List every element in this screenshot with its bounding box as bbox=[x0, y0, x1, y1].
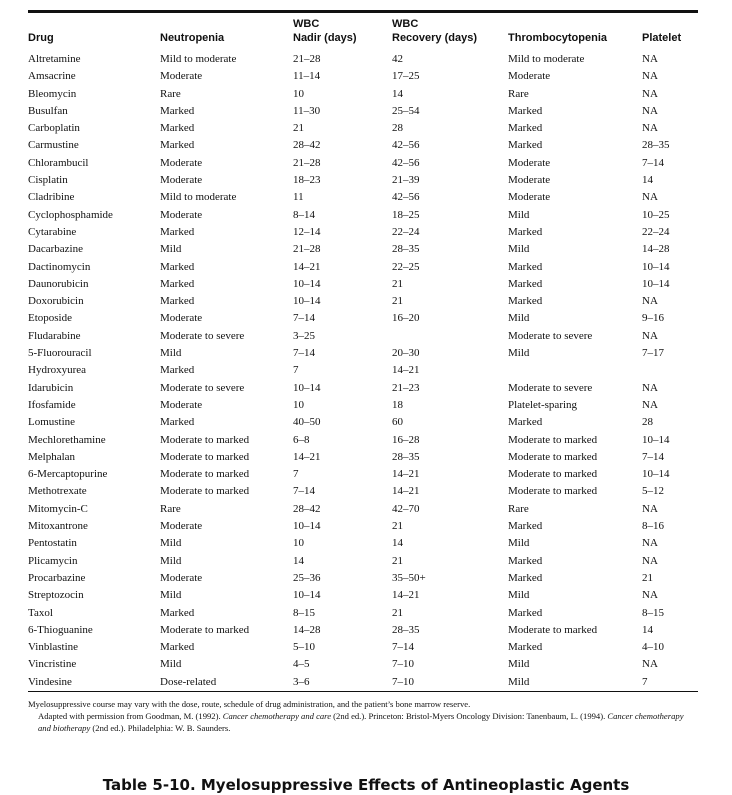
footnote bbox=[28, 698, 698, 734]
table-row bbox=[28, 622, 698, 639]
table-row bbox=[28, 207, 698, 224]
cell-platelet: NA bbox=[642, 554, 658, 567]
table-row bbox=[28, 674, 698, 691]
cell-drug: Carboplatin bbox=[28, 122, 80, 135]
cell-neutropenia: Marked bbox=[160, 641, 195, 654]
table-row bbox=[28, 120, 698, 137]
cell-wbc-recovery bbox=[392, 328, 508, 345]
cell-neutropenia: Moderate to marked bbox=[160, 433, 250, 446]
cell-thrombocytopenia: Moderate bbox=[508, 156, 551, 169]
cell-platelet: 8–15 bbox=[642, 606, 664, 619]
table-row bbox=[28, 605, 698, 622]
cell-wbc-recovery: 28–35 bbox=[392, 623, 420, 636]
table-row bbox=[28, 137, 698, 154]
cell-thrombocytopenia: Marked bbox=[508, 277, 543, 290]
cell-drug: Dactinomycin bbox=[28, 260, 91, 273]
table-row bbox=[28, 570, 698, 587]
cell-thrombocytopenia: Marked bbox=[508, 641, 543, 654]
cell-wbc-nadir: 10–14 bbox=[293, 295, 321, 308]
cell-wbc-recovery: 14 bbox=[392, 87, 403, 100]
cell-platelet bbox=[642, 362, 698, 379]
cell-wbc-recovery: 42–56 bbox=[392, 156, 420, 169]
cell-drug: Carmustine bbox=[28, 139, 79, 152]
cell-wbc-recovery: 60 bbox=[392, 416, 403, 429]
table-figure bbox=[28, 10, 698, 734]
cell-drug: Busulfan bbox=[28, 104, 68, 117]
cell-platelet: 7–17 bbox=[642, 347, 664, 360]
cell-thrombocytopenia: Rare bbox=[508, 87, 529, 100]
cell-drug: Cladribine bbox=[28, 191, 75, 204]
citation-title-1: Cancer chemotherapy and care bbox=[222, 710, 332, 721]
citation-prefix: Adapted with permission from Goodman, M. (1992). bbox=[38, 710, 223, 721]
cell-wbc-nadir: 7 bbox=[293, 364, 299, 377]
cell-drug: 6-Thioguanine bbox=[28, 623, 93, 636]
cell-thrombocytopenia: Mild bbox=[508, 312, 530, 325]
cell-drug: Streptozocin bbox=[28, 589, 84, 602]
cell-thrombocytopenia: Marked bbox=[508, 606, 543, 619]
cell-wbc-recovery: 14–21 bbox=[392, 468, 420, 481]
cell-thrombocytopenia: Moderate to marked bbox=[508, 433, 598, 446]
cell-neutropenia: Mild bbox=[160, 243, 182, 256]
cell-drug: Lomustine bbox=[28, 416, 76, 429]
cell-neutropenia: Mild bbox=[160, 347, 182, 360]
cell-drug: Chlorambucil bbox=[28, 156, 89, 169]
cell-thrombocytopenia: Marked bbox=[508, 139, 543, 152]
cell-wbc-nadir: 3–6 bbox=[293, 675, 310, 688]
cell-wbc-nadir: 10–14 bbox=[293, 381, 321, 394]
cell-platelet: 4–10 bbox=[642, 641, 664, 654]
table-row bbox=[28, 276, 698, 293]
cell-wbc-nadir: 11–30 bbox=[293, 104, 321, 117]
cell-wbc-nadir: 3–25 bbox=[293, 329, 315, 342]
cell-wbc-recovery: 7–14 bbox=[392, 641, 414, 654]
cell-neutropenia: Moderate to marked bbox=[160, 468, 250, 481]
table-row bbox=[28, 414, 698, 431]
cell-thrombocytopenia: Moderate to marked bbox=[508, 485, 598, 498]
table-row bbox=[28, 501, 698, 518]
cell-wbc-recovery: 21 bbox=[392, 606, 403, 619]
header-drug: Drug bbox=[28, 32, 54, 44]
cell-platelet: 21 bbox=[642, 571, 653, 584]
cell-wbc-nadir: 14–21 bbox=[293, 260, 321, 273]
table-row bbox=[28, 155, 698, 172]
cell-drug: Pentostatin bbox=[28, 537, 77, 550]
cell-platelet: NA bbox=[642, 502, 658, 515]
cell-platelet: NA bbox=[642, 122, 658, 135]
cell-thrombocytopenia: Marked bbox=[508, 122, 543, 135]
cell-platelet: 28–35 bbox=[642, 139, 670, 152]
cell-platelet: NA bbox=[642, 589, 658, 602]
cell-thrombocytopenia: Marked bbox=[508, 104, 543, 117]
cell-wbc-nadir: 21–28 bbox=[293, 156, 321, 169]
cell-wbc-nadir: 7–14 bbox=[293, 485, 315, 498]
cell-neutropenia: Marked bbox=[160, 122, 195, 135]
cell-thrombocytopenia: Moderate to marked bbox=[508, 623, 598, 636]
cell-platelet: 28 bbox=[642, 416, 653, 429]
cell-drug: Etoposide bbox=[28, 312, 72, 325]
cell-thrombocytopenia: Marked bbox=[508, 225, 543, 238]
cell-wbc-recovery: 21 bbox=[392, 554, 403, 567]
cell-drug: 6-Mercaptopurine bbox=[28, 468, 108, 481]
table-row bbox=[28, 380, 698, 397]
cell-drug: Bleomycin bbox=[28, 87, 77, 100]
cell-platelet: 14 bbox=[642, 174, 653, 187]
cell-neutropenia: Marked bbox=[160, 416, 195, 429]
cell-wbc-nadir: 25–36 bbox=[293, 571, 321, 584]
cell-wbc-nadir: 14–28 bbox=[293, 623, 321, 636]
cell-thrombocytopenia: Mild bbox=[508, 208, 530, 221]
table-row bbox=[28, 518, 698, 535]
cell-wbc-recovery: 21–39 bbox=[392, 174, 420, 187]
cell-neutropenia: Moderate bbox=[160, 571, 203, 584]
cell-platelet: NA bbox=[642, 658, 658, 671]
table-row bbox=[28, 553, 698, 570]
cell-wbc-recovery: 42 bbox=[392, 53, 403, 65]
cell-neutropenia: Mild bbox=[160, 589, 182, 602]
cell-thrombocytopenia: Marked bbox=[508, 554, 543, 567]
cell-wbc-recovery: 18–25 bbox=[392, 208, 420, 221]
footnote-citation bbox=[28, 710, 698, 734]
cell-drug: Daunorubicin bbox=[28, 277, 89, 290]
cell-drug: Vinblastine bbox=[28, 641, 79, 654]
cell-wbc-nadir: 28–42 bbox=[293, 139, 321, 152]
table-caption: Table 5-10. Myelosuppressive Effects of Antineoplastic Agents bbox=[102, 776, 630, 794]
cell-platelet: 8–16 bbox=[642, 520, 664, 533]
cell-wbc-recovery: 14–21 bbox=[392, 589, 420, 602]
cell-platelet: NA bbox=[642, 87, 658, 100]
cell-wbc-nadir: 11–14 bbox=[293, 70, 321, 83]
cell-neutropenia: Dose-related bbox=[160, 675, 217, 688]
cell-drug: Doxorubicin bbox=[28, 295, 84, 308]
cell-neutropenia: Moderate to marked bbox=[160, 623, 250, 636]
table-row bbox=[28, 432, 698, 449]
cell-wbc-nadir: 21–28 bbox=[293, 243, 321, 256]
cell-wbc-nadir: 12–14 bbox=[293, 225, 321, 238]
cell-wbc-nadir: 11 bbox=[293, 191, 304, 204]
cell-wbc-nadir: 10 bbox=[293, 87, 304, 100]
cell-neutropenia: Marked bbox=[160, 295, 195, 308]
table-row bbox=[28, 397, 698, 414]
cell-wbc-nadir: 7 bbox=[293, 468, 299, 481]
cell-platelet: 10–14 bbox=[642, 433, 670, 446]
cell-wbc-recovery: 18 bbox=[392, 398, 403, 411]
cell-drug: 5-Fluorouracil bbox=[28, 347, 92, 360]
cell-thrombocytopenia: Moderate to marked bbox=[508, 468, 598, 481]
cell-wbc-recovery: 7–10 bbox=[392, 658, 414, 671]
table-row bbox=[28, 362, 698, 379]
cell-wbc-nadir: 10–14 bbox=[293, 277, 321, 290]
cell-neutropenia: Marked bbox=[160, 139, 195, 152]
cell-neutropenia: Moderate bbox=[160, 174, 203, 187]
cell-thrombocytopenia: Moderate bbox=[508, 191, 551, 204]
cell-platelet: NA bbox=[642, 381, 658, 394]
cell-wbc-nadir: 7–14 bbox=[293, 347, 315, 360]
cell-thrombocytopenia: Mild to moderate bbox=[508, 53, 585, 65]
cell-drug: Mitoxantrone bbox=[28, 520, 88, 533]
cell-wbc-recovery: 21 bbox=[392, 520, 403, 533]
cell-platelet: NA bbox=[642, 53, 658, 65]
cell-platelet: 10–14 bbox=[642, 277, 670, 290]
cell-platelet: 14–28 bbox=[642, 243, 670, 256]
cell-platelet: NA bbox=[642, 104, 658, 117]
cell-platelet: 14 bbox=[642, 623, 653, 636]
table-row bbox=[28, 328, 698, 345]
cell-wbc-recovery: 21–23 bbox=[392, 381, 420, 394]
cell-wbc-nadir: 10 bbox=[293, 537, 304, 550]
cell-wbc-recovery: 42–56 bbox=[392, 191, 420, 204]
cell-platelet: 7–14 bbox=[642, 156, 664, 169]
cell-neutropenia: Moderate bbox=[160, 520, 203, 533]
cell-drug: Cisplatin bbox=[28, 174, 68, 187]
cell-wbc-nadir: 14–21 bbox=[293, 450, 321, 463]
cell-wbc-recovery: 42–56 bbox=[392, 139, 420, 152]
header-thrombocytopenia: Thrombocytopenia bbox=[508, 32, 608, 44]
cell-neutropenia: Moderate to severe bbox=[160, 329, 245, 342]
citation-title-2: Cancer chemotherapy and biotherapy bbox=[38, 710, 684, 733]
table-row bbox=[28, 49, 698, 68]
cell-wbc-nadir: 14 bbox=[293, 554, 304, 567]
table-row bbox=[28, 86, 698, 103]
cell-neutropenia: Moderate bbox=[160, 208, 203, 221]
cell-drug: Amsacrine bbox=[28, 70, 76, 83]
table-row bbox=[28, 172, 698, 189]
cell-wbc-recovery: 21 bbox=[392, 295, 403, 308]
cell-neutropenia: Rare bbox=[160, 502, 181, 515]
cell-neutropenia: Mild to moderate bbox=[160, 53, 237, 65]
header-neutropenia: Neutropenia bbox=[160, 32, 225, 44]
cell-wbc-recovery: 16–20 bbox=[392, 312, 420, 325]
table-row bbox=[28, 345, 698, 362]
cell-wbc-recovery: 21 bbox=[392, 277, 403, 290]
cell-wbc-recovery: 28 bbox=[392, 122, 403, 135]
cell-wbc-recovery: 14 bbox=[392, 537, 403, 550]
cell-neutropenia: Moderate bbox=[160, 398, 203, 411]
citation-suffix: (2nd ed.). Philadelphia: W. B. Saunders. bbox=[90, 722, 231, 733]
cell-wbc-nadir: 6–8 bbox=[293, 433, 310, 446]
cell-platelet: 7 bbox=[642, 675, 648, 688]
cell-neutropenia: Moderate bbox=[160, 70, 203, 83]
cell-platelet: 7–14 bbox=[642, 450, 664, 463]
cell-thrombocytopenia: Moderate to severe bbox=[508, 381, 593, 394]
cell-thrombocytopenia: Marked bbox=[508, 571, 543, 584]
cell-wbc-nadir: 18–23 bbox=[293, 174, 321, 187]
cell-wbc-recovery: 42–70 bbox=[392, 502, 420, 515]
cell-wbc-recovery: 17–25 bbox=[392, 70, 420, 83]
cell-neutropenia: Moderate bbox=[160, 156, 203, 169]
cell-drug: Mitomycin-C bbox=[28, 502, 88, 515]
cell-drug: Melphalan bbox=[28, 450, 76, 463]
table-row bbox=[28, 483, 698, 500]
cell-neutropenia: Mild bbox=[160, 554, 182, 567]
cell-drug: Fludarabine bbox=[28, 329, 81, 342]
cell-thrombocytopenia: Rare bbox=[508, 502, 529, 515]
cell-wbc-recovery: 25–54 bbox=[392, 104, 420, 117]
cell-platelet: 10–14 bbox=[642, 468, 670, 481]
cell-drug: Dacarbazine bbox=[28, 243, 83, 256]
cell-thrombocytopenia: Moderate to marked bbox=[508, 450, 598, 463]
cell-drug: Vincristine bbox=[28, 658, 77, 671]
cell-drug: Altretamine bbox=[28, 53, 81, 65]
cell-platelet: NA bbox=[642, 70, 658, 83]
table-body bbox=[28, 49, 698, 691]
table-row bbox=[28, 293, 698, 310]
cell-neutropenia: Marked bbox=[160, 277, 195, 290]
cell-wbc-nadir: 7–14 bbox=[293, 312, 315, 325]
table-row bbox=[28, 189, 698, 206]
cell-drug: Cyclophosphamide bbox=[28, 208, 113, 221]
table-row bbox=[28, 259, 698, 276]
header-wbc-nadir: WBC Nadir (days) bbox=[293, 18, 357, 44]
table-row bbox=[28, 68, 698, 85]
cell-wbc-recovery: 22–25 bbox=[392, 260, 420, 273]
cell-wbc-recovery: 16–28 bbox=[392, 433, 420, 446]
header-platelet: Platelet bbox=[642, 32, 682, 44]
cell-drug: Idarubicin bbox=[28, 381, 74, 394]
cell-thrombocytopenia: Moderate bbox=[508, 174, 551, 187]
cell-platelet: NA bbox=[642, 191, 658, 204]
cell-drug: Cytarabine bbox=[28, 225, 77, 238]
cell-thrombocytopenia: Mild bbox=[508, 675, 530, 688]
cell-drug: Methotrexate bbox=[28, 485, 87, 498]
cell-neutropenia: Mild bbox=[160, 537, 182, 550]
cell-wbc-nadir: 8–14 bbox=[293, 208, 315, 221]
cell-wbc-nadir: 5–10 bbox=[293, 641, 315, 654]
cell-thrombocytopenia: Mild bbox=[508, 347, 530, 360]
table-row bbox=[28, 466, 698, 483]
cell-neutropenia: Marked bbox=[160, 225, 195, 238]
cell-neutropenia: Moderate bbox=[160, 312, 203, 325]
cell-wbc-recovery: 28–35 bbox=[392, 243, 420, 256]
cell-platelet: 9–16 bbox=[642, 312, 664, 325]
cell-neutropenia: Rare bbox=[160, 87, 181, 100]
table-row bbox=[28, 103, 698, 120]
cell-wbc-recovery: 7–10 bbox=[392, 675, 414, 688]
cell-thrombocytopenia: Marked bbox=[508, 520, 543, 533]
cell-thrombocytopenia: Mild bbox=[508, 589, 530, 602]
cell-platelet: 10–25 bbox=[642, 208, 670, 221]
table-row bbox=[28, 310, 698, 327]
cell-neutropenia: Moderate to severe bbox=[160, 381, 245, 394]
cell-drug: Taxol bbox=[28, 606, 53, 619]
header-wbc-recovery: WBC Recovery (days) bbox=[392, 18, 477, 44]
cell-thrombocytopenia: Moderate bbox=[508, 70, 551, 83]
cell-neutropenia: Mild to moderate bbox=[160, 191, 237, 204]
cell-neutropenia: Marked bbox=[160, 104, 195, 117]
table-row bbox=[28, 224, 698, 241]
cell-drug: Plicamycin bbox=[28, 554, 78, 567]
cell-thrombocytopenia: Mild bbox=[508, 243, 530, 256]
cell-neutropenia: Mild bbox=[160, 658, 182, 671]
cell-neutropenia: Moderate to marked bbox=[160, 485, 250, 498]
cell-wbc-nadir: 21 bbox=[293, 122, 304, 135]
cell-neutropenia: Marked bbox=[160, 364, 195, 377]
cell-neutropenia: Moderate to marked bbox=[160, 450, 250, 463]
cell-wbc-recovery: 14–21 bbox=[392, 485, 420, 498]
table-row bbox=[28, 587, 698, 604]
cell-thrombocytopenia: Platelet-sparing bbox=[508, 398, 578, 411]
cell-drug: Vindesine bbox=[28, 675, 72, 688]
cell-thrombocytopenia bbox=[508, 362, 642, 379]
footnote-line: Myelosuppressive course may vary with the dose, route, schedule of drug administration, and the patient’s bone marrow reserve. bbox=[28, 698, 471, 709]
cell-wbc-recovery: 28–35 bbox=[392, 450, 420, 463]
cell-wbc-nadir: 10–14 bbox=[293, 589, 321, 602]
cell-wbc-nadir: 8–15 bbox=[293, 606, 315, 619]
cell-platelet: 22–24 bbox=[642, 225, 670, 238]
cell-thrombocytopenia: Marked bbox=[508, 295, 543, 308]
cell-wbc-nadir: 28–42 bbox=[293, 502, 321, 515]
cell-platelet: NA bbox=[642, 398, 658, 411]
cell-thrombocytopenia: Marked bbox=[508, 416, 543, 429]
cell-platelet: NA bbox=[642, 295, 658, 308]
cell-thrombocytopenia: Marked bbox=[508, 260, 543, 273]
table-row bbox=[28, 535, 698, 552]
table-row bbox=[28, 449, 698, 466]
cell-wbc-nadir: 4–5 bbox=[293, 658, 310, 671]
cell-wbc-recovery: 14–21 bbox=[392, 364, 420, 377]
cell-neutropenia: Marked bbox=[160, 606, 195, 619]
cell-wbc-nadir: 40–50 bbox=[293, 416, 321, 429]
cell-thrombocytopenia: Moderate to severe bbox=[508, 329, 593, 342]
cell-thrombocytopenia: Mild bbox=[508, 658, 530, 671]
cell-thrombocytopenia: Mild bbox=[508, 537, 530, 550]
cell-wbc-recovery: 35–50+ bbox=[392, 571, 426, 584]
table-row bbox=[28, 656, 698, 673]
cell-wbc-recovery: 20–30 bbox=[392, 347, 420, 360]
table-row bbox=[28, 241, 698, 258]
header-row bbox=[28, 13, 698, 49]
cell-wbc-recovery: 22–24 bbox=[392, 225, 420, 238]
cell-platelet: NA bbox=[642, 537, 658, 550]
cell-platelet: 5–12 bbox=[642, 485, 664, 498]
citation-middle: (2nd ed.). Princeton: Bristol-Myers Oncology Division: Tanenbaum, L. (1994). bbox=[331, 710, 608, 721]
cell-drug: Mechlorethamine bbox=[28, 433, 106, 446]
table-row bbox=[28, 639, 698, 656]
cell-wbc-nadir: 10 bbox=[293, 398, 304, 411]
cell-platelet: NA bbox=[642, 329, 658, 342]
cell-drug: Procarbazine bbox=[28, 571, 86, 584]
cell-neutropenia: Marked bbox=[160, 260, 195, 273]
cell-platelet: 10–14 bbox=[642, 260, 670, 273]
cell-drug: Ifosfamide bbox=[28, 398, 76, 411]
bottom-rule bbox=[28, 691, 698, 692]
cell-drug: Hydroxyurea bbox=[28, 364, 87, 377]
cell-wbc-nadir: 10–14 bbox=[293, 520, 321, 533]
myelosuppression-table bbox=[28, 13, 698, 691]
cell-wbc-nadir: 21–28 bbox=[293, 53, 321, 65]
